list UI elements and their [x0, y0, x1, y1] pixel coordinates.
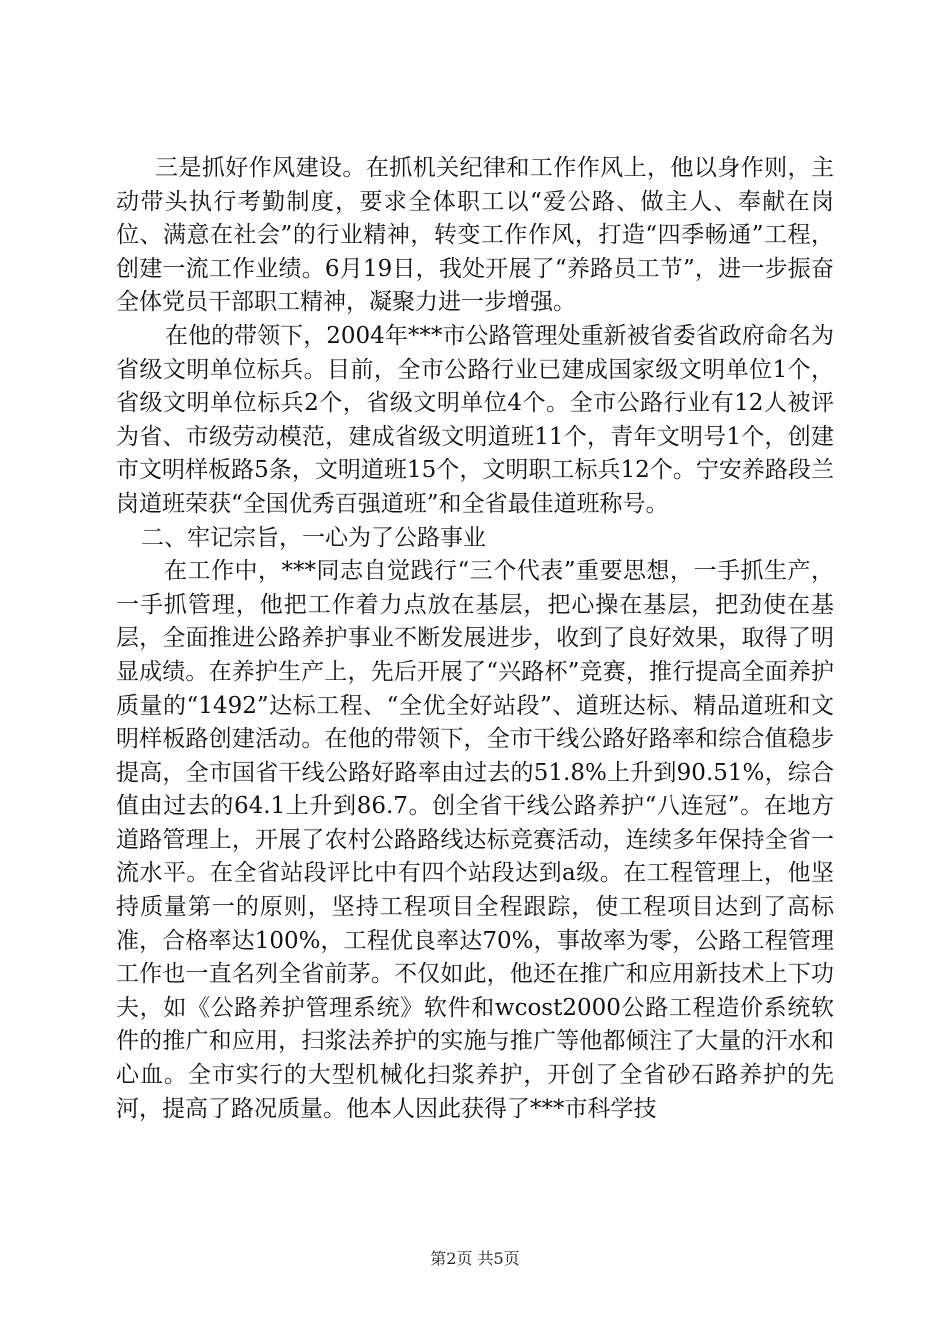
paragraph-road-work: 在工作中，***同志自觉践行“三个代表”重要思想，一手抓生产，一手抓管理，他把工作着力点放在基层，把心操在基层，把劲使在基层，全面推进公路养护事业不断发展进步，收到了良好效果，取得了明显成绩。在养护生产上，先后开展了“兴路杯”竞赛，推行提高全面养护质量的“1492”达标工程、“全优全好站段”、道班达标、精品道班和文明样板路创建活动。在他的带领下，全市干线公路好路率和综合值稳步提高，全市国省干线公路好路率由过去的51.8%上升到90.51%，综合值由过去的64.1上升到86.7。创全省干线公路养护“八连冠”。在地方道路管理上，开展了农村公路路线达标竞赛活动，连续多年保持全省一流水平。在全省站段评比中有四个站段达到a级。在工程管理上，他坚持质量第一的原则，坚持工程项目全程跟踪，使工程项目达到了高标准，合格率达100%，工程优良率达70%，事故率为零，公路工程管理工作也一直名列全省前茅。不仅如此，他还在推广和应用新技术上下功夫，如《公路养护管理系统》软件和wcost2000公路工程造价系统软件的推广和应用，扫浆法养护的实施与推广等他都倾注了大量的汗水和心血。全市实行的大型机械化扫浆养护，开创了全省砂石路养护的先河，提高了路况质量。他本人因此获得了***市科学技 [116, 558, 834, 1122]
document-body [0, 152, 950, 1126]
page-number-label: 第2页 共5页 [430, 1249, 520, 1268]
paragraph-leadership-achievements: 在他的带领下，2004年***市公路管理处重新被省委省政府命名为省级文明单位标兵。目前，全市公路行业已建成国家级文明单位1个，省级文明单位标兵2个，省级文明单位4个。全市公路行业有12人被评为省、市级劳动模范，建成省级文明道班11个，青年文明号1个，创建市文明样板路5条，文明道班15个，文明职工标兵12个。宁安养路段兰岗道班荣获“全国优秀百强道班”和全省最佳道班称号。 [116, 322, 834, 517]
paragraph-work-style: 三是抓好作风建设。在抓机关纪律和工作作风上，他以身作则，主动带头执行考勤制度，要求全体职工以“爱公路、做主人、奉献在岗位、满意在社会”的行业精神，转变工作作风，打造“四季畅通”工程，创建一流工作业绩。6月19日，我处开展了“养路员工节”，进一步振奋全体党员干部职工精神，凝聚力进一步增强。 [116, 155, 834, 316]
page-footer [0, 1246, 950, 1269]
section-heading: 二、牢记宗旨，一心为了公路事业 [141, 524, 486, 551]
